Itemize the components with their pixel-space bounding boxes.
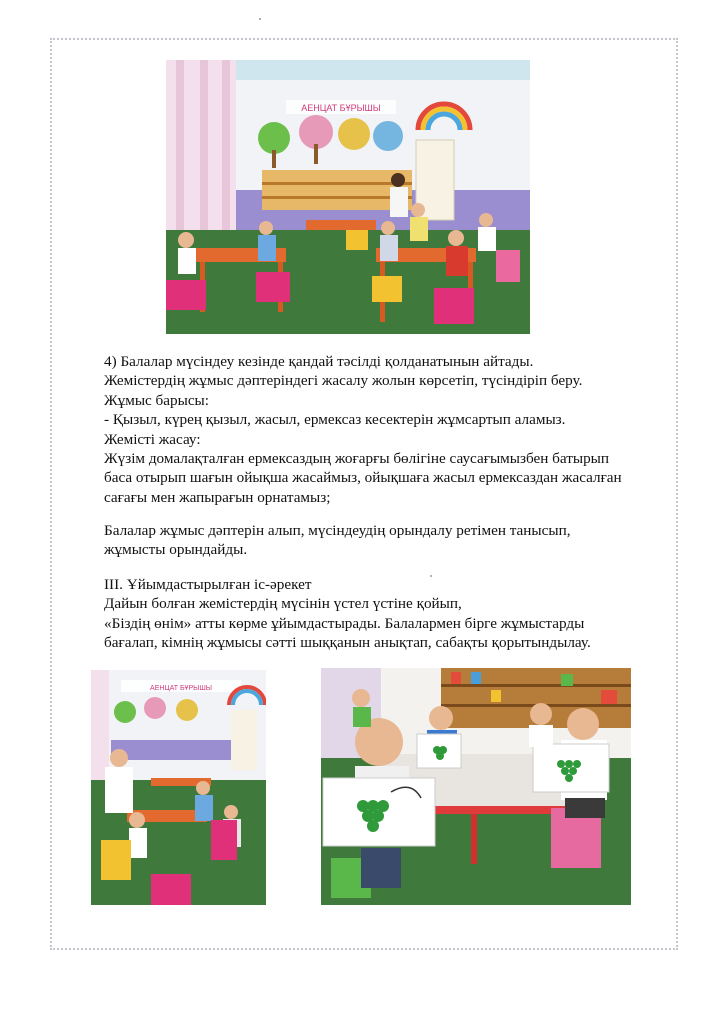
- text-line: Жемістердің жұмыс дәптеріндегі жасалу жолын көрсетіп, түсіндіріп беру.: [104, 372, 583, 390]
- scan-speck: [430, 575, 432, 577]
- classroom-banner-text: АЕНЦАТ БҰРЫШЫ: [150, 685, 212, 692]
- text-line: Дайын болған жемістердің мүсінін үстел үстіне қойып,: [104, 595, 462, 613]
- text-line: Жұмыс барысы:: [104, 391, 209, 409]
- organized-activity-section: [104, 575, 644, 653]
- text-line: 4) Балалар мүсіндеу кезінде қандай тәсілді қолданатынын айтады.: [104, 353, 534, 370]
- workbook-paragraph: [104, 521, 644, 560]
- text-line: жұмысты орындайды.: [104, 541, 248, 559]
- classroom-photo-top: [166, 60, 530, 334]
- children-with-artwork-photo: [321, 668, 631, 905]
- text-line: бағалап, кімнің жұмысы сәтті шыққанын анықтап, сабақты қорытындылау.: [104, 634, 591, 652]
- classroom-banner-text: АЕНЦАТ БҰРЫШЫ: [301, 103, 381, 113]
- text-line: сағағы мен жапырағын орнатамыз;: [104, 488, 331, 506]
- section-heading: ІІІ. Ұйымдастырылған іс-әрекет: [104, 576, 312, 593]
- text-line: Жемісті жасау:: [104, 430, 201, 448]
- task-description-block: [104, 352, 644, 507]
- classroom-photo-bottom-left: [91, 670, 266, 905]
- text-line: - Қызыл, күрең қызыл, жасыл, ермексаз кесектерін жұмсартып аламыз.: [104, 411, 566, 429]
- text-line: «Біздің өнім» атты көрме ұйымдастырады. Балалармен бірге жұмыстарды: [104, 614, 585, 632]
- text-line: баса отырып шағын ойықша жасаймыз, ойықшаға жасыл ермексаздан жасалған: [104, 469, 622, 487]
- scan-speck: [259, 18, 261, 20]
- text-line: Жүзім домалақталған ермексаздың жоғарғы бөлігіне саусағымызбен батырып: [104, 450, 609, 468]
- text-line: Балалар жұмыс дәптерін алып, мүсіндеудің орындалу ретімен танысып,: [104, 522, 571, 539]
